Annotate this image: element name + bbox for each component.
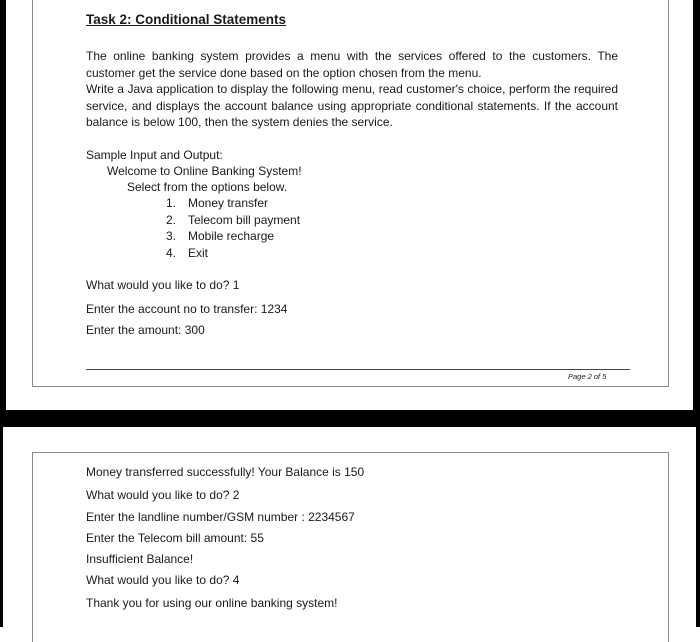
scan-edge-left xyxy=(0,0,6,410)
menu-item-label: Mobile recharge xyxy=(188,229,275,243)
output-line: Enter the landline number/GSM number : 2234567 xyxy=(86,510,355,524)
page-number: Page 2 of 5 xyxy=(568,372,607,381)
output-line: What would you like to do? 4 xyxy=(86,573,240,587)
page-title: Task 2: Conditional Statements xyxy=(86,12,287,27)
scan-edge-left-2 xyxy=(0,427,3,627)
menu-item-label: Telecom bill payment xyxy=(188,212,301,227)
menu-item xyxy=(166,245,300,262)
menu-item-number: 2. xyxy=(166,212,177,227)
sample-heading: Sample Input and Output: xyxy=(86,148,223,162)
menu-item-number: 3. xyxy=(166,229,177,243)
io-line: What would you like to do? 1 xyxy=(86,278,240,292)
io-line: Enter the amount: 300 xyxy=(86,323,205,337)
output-line: Money transferred successfully! Your Balance is 150 xyxy=(86,465,365,479)
page-frame-2 xyxy=(32,452,669,642)
menu-item xyxy=(166,212,300,229)
menu-item xyxy=(166,195,300,212)
scan-edge-right xyxy=(693,0,700,410)
page-separator xyxy=(0,410,700,427)
output-line: Insufficient Balance! xyxy=(86,552,194,566)
io-line: Enter the account no to transfer: 1234 xyxy=(86,302,288,316)
menu-item-number: 1. xyxy=(166,196,177,210)
menu-item-label: Exit xyxy=(188,245,209,260)
menu-item-label: Money transfer xyxy=(188,196,269,210)
output-line: Thank you for using our online banking system! xyxy=(86,596,338,610)
menu-item xyxy=(166,228,300,245)
output-line: What would you like to do? 2 xyxy=(86,488,240,502)
menu-list xyxy=(166,195,300,261)
welcome-line: Welcome to Online Banking System! xyxy=(107,164,302,178)
task-description xyxy=(86,48,618,131)
menu-item-number: 4. xyxy=(166,245,177,260)
scan-edge-right-2 xyxy=(696,427,700,627)
footer-rule xyxy=(86,369,630,370)
description-paragraph-2: Write a Java application to display the following menu, read customer's choice, perform the required service, and displays the account balance using appropriate conditional statements. If the account balance is below 100, then the system denies the service. xyxy=(86,82,618,129)
select-line: Select from the options below. xyxy=(127,180,288,194)
output-line: Enter the Telecom bill amount: 55 xyxy=(86,531,264,545)
description-paragraph-1: The online banking system provides a menu with the services offered to the customers. The customer get the service done based on the option chosen from the menu. xyxy=(86,49,618,80)
